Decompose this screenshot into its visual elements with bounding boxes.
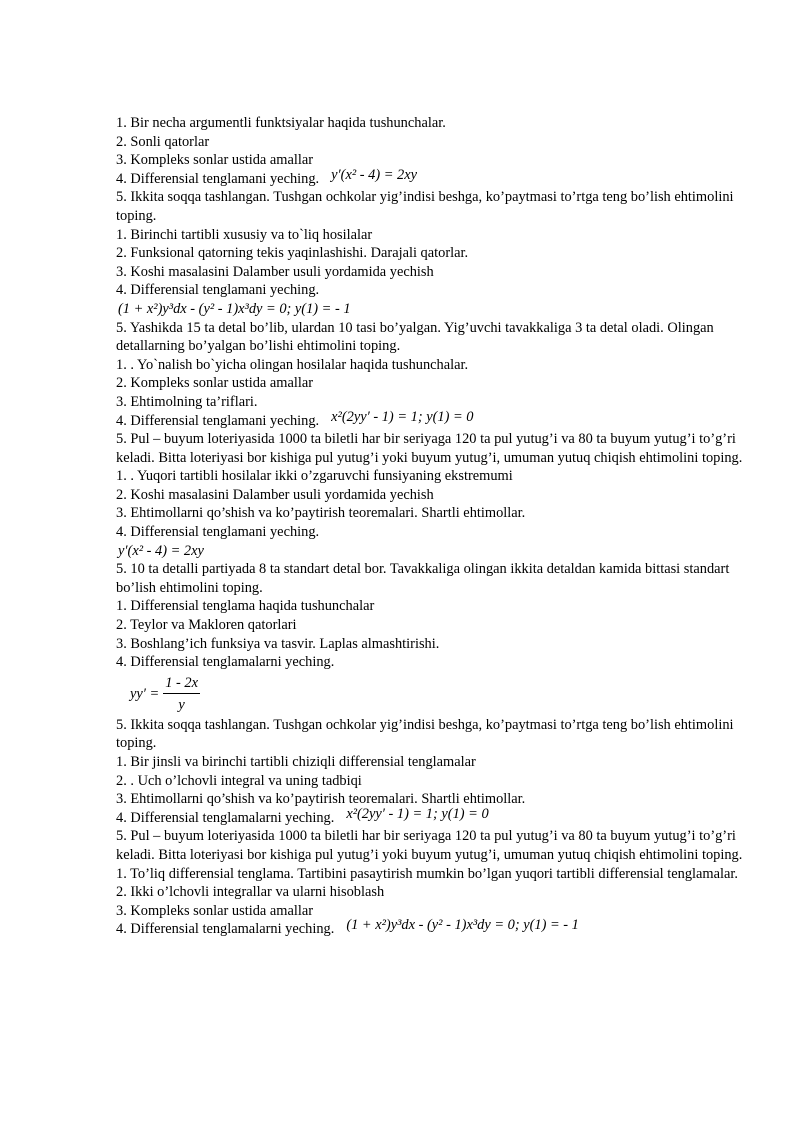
line-text: 5. Yashikda 15 ta detal bo’lib, ulardan 10 tasi bo’yalgan. Yig’uvchi tavakkaliga 3 ta detal oladi. Olingan detallarning bo’yalgan bo’lishi ehtimolini toping. [116, 319, 714, 355]
document-line [116, 653, 746, 672]
line-text: 2. Ikki o’lchovli integrallar va ularni hisoblash [116, 884, 385, 901]
line-text: 1. To’liq differensial tenglama. Tartibini pasaytirish mumkin bo’lgan yuqori tartibli differensial tenglamalar. [116, 865, 738, 882]
document-line [116, 374, 746, 393]
document-line [116, 263, 746, 282]
document-content [116, 114, 746, 939]
line-text: 3. Ehtimollarni qo’shish va ko’paytirish teoremalari. Shartli ehtimollar. [116, 791, 526, 808]
formula-block: (1 + x²)y³dx - (y² - 1)x³dy = 0; y(1) = - 1 [118, 300, 351, 317]
inline-formula: y′(x² - 4) = 2xy [331, 166, 418, 183]
document-line [116, 319, 746, 356]
document-line [116, 188, 746, 225]
document-line [116, 244, 746, 263]
document-line [116, 467, 746, 486]
document-line [116, 523, 746, 542]
document-line [116, 226, 746, 245]
line-text: 5. Ikkita soqqa tashlangan. Tushgan ochkolar yig’indisi beshga, ko’paytmasi to’rtga teng bo’lish ehtimolini toping. [116, 189, 734, 224]
line-text: 1. Bir necha argumentli funktsiyalar haqida tushunchalar. [116, 115, 446, 131]
fraction [130, 674, 200, 715]
line-text: 2. Sonli qatorlar [116, 133, 210, 150]
document-line [116, 504, 746, 523]
document-line [116, 408, 746, 431]
line-text: 2. . Uch o’lchovli integral va uning tadbiqi [116, 772, 362, 789]
fraction-lhs: yy′ = [130, 686, 160, 703]
line-text: 1. . Yuqori tartibli hosilalar ikki o’zgaruvchi funsiyaning ekstremumi [116, 468, 513, 485]
inline-formula: x²(2yy′ - 1) = 1; y(1) = 0 [346, 805, 489, 822]
inline-formula: x²(2yy′ - 1) = 1; y(1) = 0 [331, 408, 474, 425]
line-text: 3. Kompleks sonlar ustida amallar [116, 152, 314, 169]
line-text: 2. Funksional qatorning tekis yaqinlashishi. Darajali qatorlar. [116, 245, 469, 262]
line-text: 2. Teylor va Makloren qatorlari [116, 617, 297, 634]
document-line [116, 560, 746, 597]
line-text: 1. Birinchi tartibli xususiy va to`liq hosilalar [116, 226, 373, 243]
document-line [116, 772, 746, 791]
line-text: 3. Ehtimollarni qo’shish va ko’paytirish teoremalari. Shartli ehtimollar. [116, 505, 526, 522]
line-text: 4. Differensial tenglamalarni yeching. [116, 809, 335, 826]
line-text: 4. Differensial tenglamani yeching. [116, 412, 320, 429]
document-line [116, 883, 746, 902]
line-text: 4. Differensial tenglamalarni yeching. [116, 654, 335, 671]
line-text: 5. Pul – buyum loteriyasida 1000 ta biletli har bir seriyaga 120 ta pul yutug’i va 80 ta buyum yutug’i to’g’ri keladi. Bitta loteriyasi bor kishiga pul yutug’i yoki buyum yutug’i, umuman yutuq chiqish ehtimolini toping. [116, 431, 743, 466]
document-line [116, 917, 746, 939]
line-text: 4. Differensial tenglamani yeching. [116, 282, 320, 299]
line-text: 3. Ehtimolning ta’riflari. [116, 393, 258, 410]
line-text: 1. Bir jinsli va birinchi tartibli chiziqli differensial tenglamalar [116, 754, 476, 770]
formula-block: y′(x² - 4) = 2xy [118, 542, 204, 559]
line-text: 2. Koshi masalasini Dalamber usuli yordamida yechish [116, 486, 434, 503]
line-text: 3. Koshi masalasini Dalamber usuli yordamida yechish [116, 263, 434, 280]
line-text: 3. Kompleks sonlar ustida amallar [116, 902, 314, 919]
line-text: 3. Boshlang’ich funksiya va tasvir. Laplas almashtirishi. [116, 635, 440, 652]
document-line [116, 281, 746, 300]
fraction-numerator: 1 - 2x [163, 674, 200, 695]
document-line [116, 486, 746, 505]
fraction-denominator: y [178, 697, 185, 714]
document-line [116, 616, 746, 635]
inline-formula: (1 + x²)y³dx - (y² - 1)x³dy = 0; y(1) = - 1 [346, 917, 579, 934]
line-text: 2. Kompleks sonlar ustida amallar [116, 375, 314, 392]
line-text: 4. Differensial tenglamalarni yeching. [116, 921, 335, 938]
document-line [116, 753, 746, 772]
document-line [116, 805, 746, 828]
document-line [116, 151, 746, 170]
line-text: 5. 10 ta detalli partiyada 8 ta standart detal bor. Tavakkaliga olingan ikkita detaldan kamida bittasi standart bo’lish ehtimolini toping. [116, 561, 730, 596]
document-line [116, 635, 746, 654]
line-text: 1. Differensial tenglama haqida tushunchalar [116, 598, 375, 615]
document-line [116, 865, 746, 884]
document-line [116, 133, 746, 152]
document-line [116, 597, 746, 616]
fraction-formula [116, 672, 746, 716]
line-text: 5. Ikkita soqqa tashlangan. Tushgan ochkolar yig’indisi beshga, ko’paytmasi to’rtga teng bo’lish ehtimolini toping. [116, 716, 734, 752]
line-text: 4. Differensial tenglamani yeching. [116, 524, 320, 541]
line-text: 1. . Yo`nalish bo`yicha olingan hosilalar haqida tushunchalar. [116, 356, 469, 373]
document-line [116, 827, 746, 864]
document-line [116, 716, 746, 753]
document-line [116, 166, 746, 189]
line-text: 4. Differensial tenglamani yeching. [116, 170, 320, 187]
line-text: 5. Pul – buyum loteriyasida 1000 ta biletli har bir seriyaga 120 ta pul yutug’i va 80 ta buyum yutug’i to’g’ri keladi. Bitta loteriyasi bor kishiga pul yutug’i yoki buyum yutug’i, umuman yutuq chiqish ehtimolini toping. [116, 828, 743, 863]
document-line [116, 114, 746, 133]
document-line [116, 430, 746, 467]
document-line [116, 356, 746, 375]
